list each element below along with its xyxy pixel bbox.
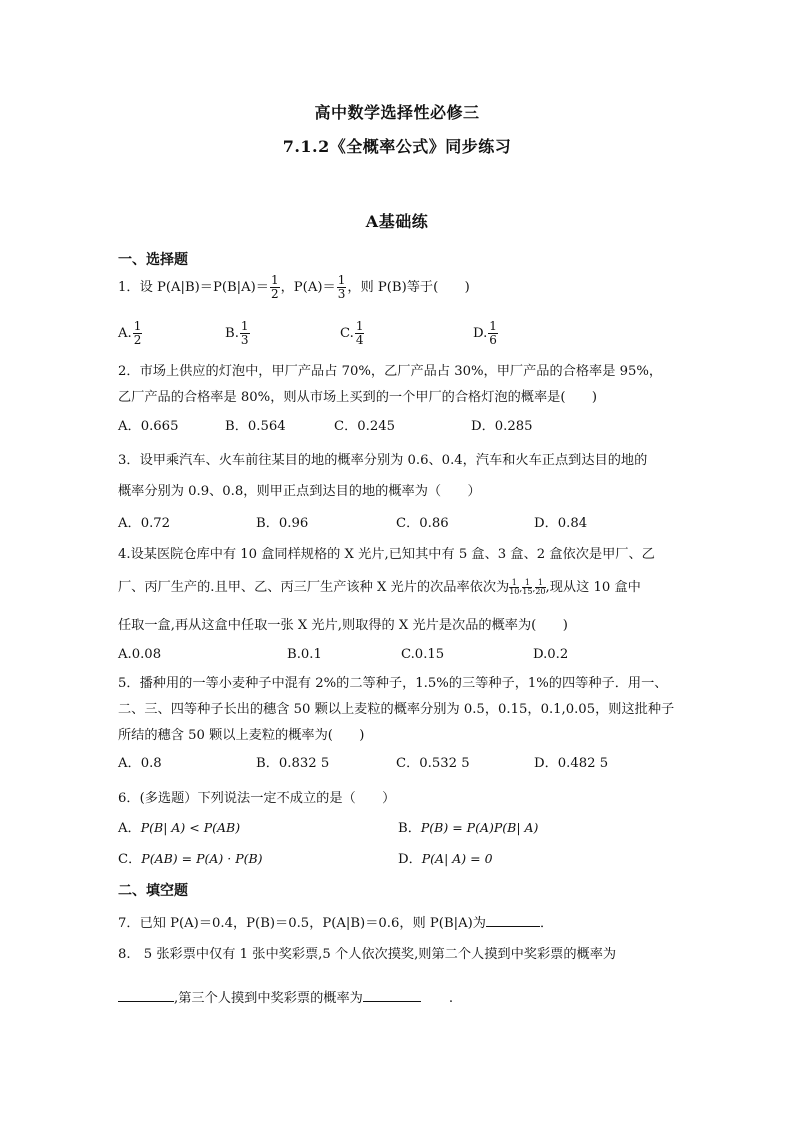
option-label: D． (398, 852, 422, 867)
fraction-numerator: 1 (535, 579, 545, 588)
option-fraction (240, 320, 250, 347)
q8-end: . (448, 991, 454, 1006)
fraction-denominator: 20 (535, 587, 546, 596)
question-8-line-1: 8. 5 张彩票中仅有 1 张中奖彩票,5 个人依次摸奖,则第二个人摸到中奖彩票的概率为 (118, 947, 617, 962)
q6-option-c (118, 848, 263, 867)
fraction-denominator: 2 (270, 287, 279, 301)
q1-option-a (118, 320, 143, 347)
q7-text: 7．已知 P(A)＝0.4，P(B)＝0.5，P(A|B)＝0.6，则 P(B|A)为 (118, 916, 486, 931)
q5-option-d: D．0.482 5 (534, 756, 609, 771)
fraction-denominator: 4 (355, 333, 364, 347)
q3-option-c: C．0.86 (396, 516, 449, 531)
section-fill-heading: 二、填空题 (118, 883, 188, 899)
option-expression: P(B| A) < P(AB) (140, 820, 241, 835)
fraction-numerator: 1 (522, 579, 532, 588)
question-5-line-1: 5．播种用的一等小麦种子中混有 2%的二等种子，1.5%的三等种子，1%的四等种子．用一、 (118, 676, 668, 691)
fraction-denominator: 2 (133, 333, 142, 347)
fraction-numerator: 1 (133, 319, 142, 333)
q4-option-d: D.0.2 (533, 647, 569, 662)
question-3-line-2: 概率分别为 0.9、0.8，则甲正点到达目的地的概率为（ ） (118, 484, 481, 499)
q1-fraction-third (337, 274, 347, 301)
q4-option-b: B.0.1 (287, 647, 322, 662)
option-label: B． (398, 821, 421, 836)
fraction-numerator: 1 (240, 319, 249, 333)
option-label: C. (340, 326, 354, 341)
q4-option-c: C.0.15 (401, 647, 445, 662)
q1-fraction-half (270, 274, 280, 301)
page-title: 高中数学选择性必修三 (314, 103, 480, 122)
answer-blank[interactable] (118, 989, 174, 1002)
q2-option-b: B．0.564 (225, 419, 286, 434)
question-4-line-2: 厂、丙厂生产的.且甲、乙、丙三厂生产该种 X 光片的次品率依次为 $\frac{1}{10}$ , $\frac{1}{15}$ , $\frac{1}{20}$ ,现从这 10 盒中 (118, 578, 641, 596)
q1-option-b (225, 320, 251, 347)
q1-option-d (473, 320, 499, 347)
option-label: A. (118, 326, 132, 341)
option-expression: P(B) = P(A)P(B| A) (420, 820, 539, 835)
q8-mid-text: ,第三个人摸到中奖彩票的概率为 (174, 991, 363, 1006)
q1-mid: ，P(A)＝ (280, 280, 336, 295)
q1-suffix: ，则 P(B)等于( ) (347, 280, 470, 295)
q1-prefix: 1．设 P(A|B)＝P(B|A)＝ (118, 280, 269, 295)
q2-option-d: D．0.285 (471, 419, 533, 434)
fraction-numerator: 1 (355, 319, 364, 333)
level-heading: A基础练 (365, 212, 429, 231)
option-fraction (488, 320, 498, 347)
q4-fraction-1 (509, 579, 519, 596)
option-expression: P(AB) = P(A) · P(B) (141, 851, 263, 866)
question-5-line-2: 二、三、四等种子长出的穗含 50 颗以上麦粒的概率分别为 0.5，0.15，0.1,0.05，则这批种子 (118, 702, 675, 717)
fraction-denominator: 15 (522, 587, 533, 596)
page-subtitle: 7.1.2《全概率公式》同步练习 (282, 137, 512, 156)
q1-option-c (340, 320, 365, 347)
question-2-line-1: 2．市场上供应的灯泡中，甲厂产品占 70%，乙厂产品占 30%，甲厂产品的合格率是 95%， (118, 364, 663, 379)
question-5-line-3: 所结的穗含 50 颗以上麦粒的概率为( ) (118, 728, 365, 743)
q4-fraction-3 (535, 579, 545, 596)
option-label: D. (473, 326, 488, 341)
q6-option-b (398, 817, 538, 836)
q5-option-b: B．0.832 5 (256, 756, 330, 771)
answer-blank[interactable] (363, 989, 421, 1002)
question-7 (118, 912, 553, 931)
fraction-denominator: 3 (337, 287, 346, 301)
fraction-numerator: 1 (270, 273, 279, 287)
question-4-line-3: 任取一盒,再从这盒中任取一张 X 光片,则取得的 X 光片是次品的概率为( ) (118, 618, 568, 633)
question-2-line-2: 乙厂产品的合格率是 80%，则从市场上买到的一个甲厂的合格灯泡的概率是( ) (118, 390, 597, 405)
fraction-denominator: 10 (509, 587, 520, 596)
option-expression: P(A| A) = 0 (421, 851, 493, 866)
question-1 (118, 274, 470, 301)
q6-option-d (398, 848, 493, 867)
option-fraction (355, 320, 365, 347)
q7-end: ． (539, 916, 554, 931)
option-label: B. (225, 326, 239, 341)
q6-option-a (118, 817, 240, 836)
question-3-line-1: 3．设甲乘汽车、火车前往某目的地的概率分别为 0.6、0.4，汽车和火车正点到达目的地的 (118, 453, 648, 468)
fraction-denominator: 3 (240, 333, 249, 347)
question-6-line-1: 6．(多选题）下列说法一定不成立的是（ ） (118, 791, 396, 806)
option-fraction (133, 320, 143, 347)
section-choice-heading: 一、选择题 (118, 252, 188, 268)
question-8-line-2 (118, 987, 453, 1006)
q4-option-a: A.0.08 (118, 647, 162, 662)
option-label: C． (118, 852, 142, 867)
q3-option-d: D．0.84 (534, 516, 588, 531)
q5-option-a: A．0.8 (118, 756, 162, 771)
q3-option-b: B．0.96 (256, 516, 309, 531)
q2-option-c: C．0.245 (334, 419, 396, 434)
q4-line-2-pre: 厂、丙厂生产的.且甲、乙、丙三厂生产该种 X 光片的次品率依次为 (118, 580, 510, 595)
fraction-numerator: 1 (489, 319, 497, 333)
fraction-numerator: 1 (337, 273, 346, 287)
q2-option-a: A．0.665 (118, 419, 179, 434)
q5-option-c: C．0.532 5 (396, 756, 470, 771)
fraction-denominator: 6 (489, 333, 497, 347)
question-4-line-1: 4.设某医院仓库中有 10 盒同样规格的 X 光片,已知其中有 5 盒、3 盒、2 盒依次是甲厂、乙 (118, 547, 655, 562)
q4-line-2-post: ,现从这 10 盒中 (545, 580, 641, 595)
q4-fraction-2 (522, 579, 532, 596)
q3-option-a: A．0.72 (118, 516, 171, 531)
option-label: A． (118, 821, 141, 836)
answer-blank[interactable] (486, 914, 540, 927)
fraction-numerator: 1 (509, 579, 519, 588)
